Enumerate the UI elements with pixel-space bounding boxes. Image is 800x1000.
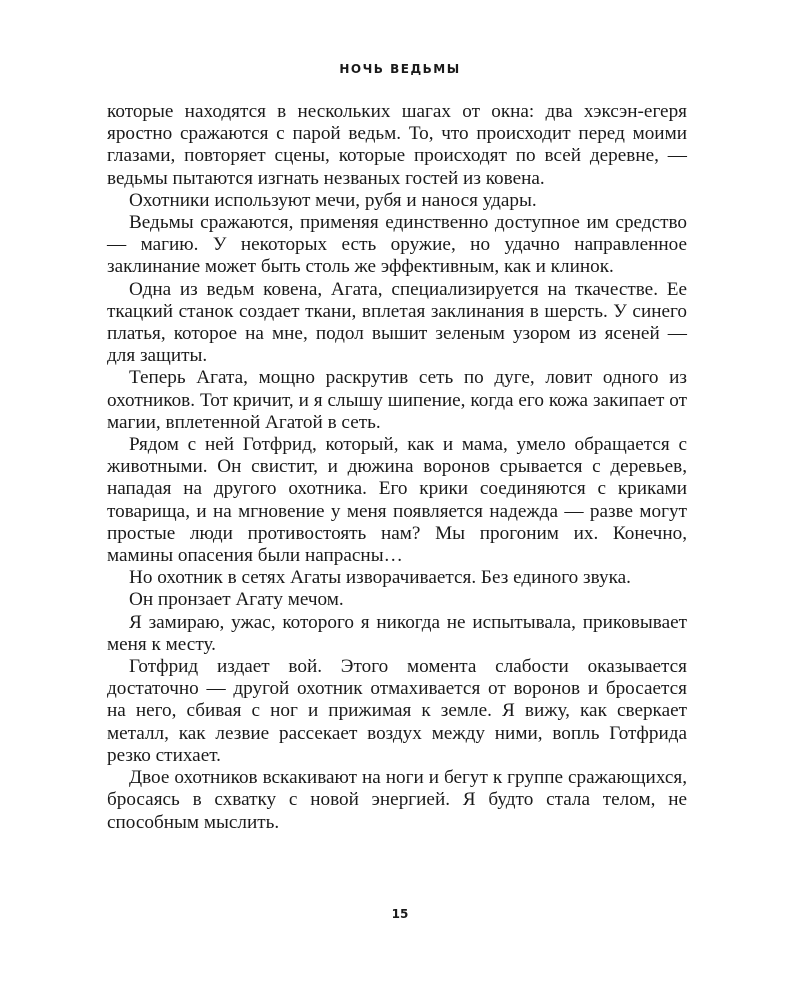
paragraph: Готфрид издает вой. Этого момента слабости оказывается достаточно — другой охотник отмахивается от воронов и бросается на него, сбивая с ног и прижимая к земле. Я вижу, как сверкает металл, как лезвие рассекает воздух между ними, вопль Готфрида резко стихает. bbox=[107, 656, 687, 766]
body-text bbox=[107, 101, 687, 834]
paragraph: которые находятся в нескольких шагах от окна: два хэксэн-егеря яростно сражаются с парой ведьм. То, что происходит перед моими глазами, повторяет сцены, которые происходят по всей деревне, — ведьмы пытаются изгнать незваных гостей из ковена. bbox=[107, 101, 687, 189]
paragraph: Я замираю, ужас, которого я никогда не испытывала, приковывает меня к месту. bbox=[107, 611, 687, 655]
paragraph: Он пронзает Агату мечом. bbox=[129, 589, 344, 611]
running-title: НОЧЬ ВЕДЬМЫ bbox=[339, 62, 461, 76]
paragraph: Рядом с ней Готфрид, который, как и мама, умело обращается с животными. Он свистит, и дюжина воронов срывается с деревьев, нападая на другого охотника. Его крики соединяются с криками товарища, и на мгновение у меня появляется надежда — разве могут простые люди противостоять нам? Мы прогоним их. Конечно, мамины опасения были напрасны… bbox=[107, 434, 687, 567]
paragraph: Двое охотников вскакивают на ноги и бегут к группе сражающихся, бросаясь в схватку с новой энергией. Я будто стала телом, не способным мыслить. bbox=[107, 767, 687, 833]
paragraph: Одна из ведьм ковена, Агата, специализируется на ткачестве. Ее ткацкий станок создает ткани, вплетая заклинания в шерсть. У синего платья, которое на мне, подол вышит зеленым узором из ясеней — для защиты. bbox=[107, 278, 687, 367]
paragraph: Охотники используют мечи, рубя и нанося удары. bbox=[129, 189, 537, 211]
paragraph: Теперь Агата, мощно раскрутив сеть по дуге, ловит одного из охотников. Тот кричит, и я слышу шипение, когда его кожа закипает от магии, вплетенной Агатой в сеть. bbox=[107, 367, 687, 433]
paragraph: Но охотник в сетях Агаты изворачивается. Без единого звука. bbox=[129, 567, 631, 589]
paragraph: Ведьмы сражаются, применяя единственно доступное им средство — магию. У некоторых есть оружие, но удачно направленное заклинание может быть столь же эффективным, как и клинок. bbox=[107, 212, 687, 278]
page-number: 15 bbox=[391, 907, 409, 921]
